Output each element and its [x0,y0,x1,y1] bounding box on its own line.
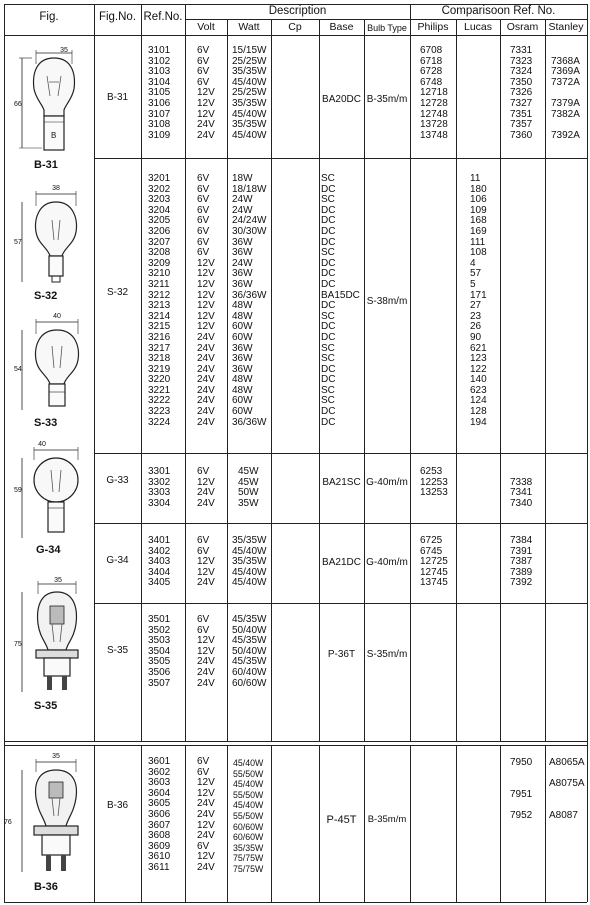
row-rule [94,158,587,159]
col-rule [319,19,320,741]
col-rule [94,745,95,902]
fig-no: S-32 [106,287,129,298]
col-rule [456,745,457,902]
col-rule [185,745,186,902]
col-rule [4,4,5,902]
base: BA21DC [322,557,361,568]
col-rule [545,745,546,902]
volt-list: 6V 6V 12V 12V 24V 24V 12V 24V 6V 12V 24V [197,756,215,873]
row-rule [4,741,587,742]
fig-no: G-34 [106,555,129,566]
watt-list: 45/40W 55/50W 45/40W 55/50W 45/40W 55/50W 60/60W 60/60W 35/35W 75/75W 75/75W [233,758,264,874]
watt-list: 45W 45W 50W 35W [238,466,259,509]
header-watt: Watt [238,21,260,33]
osram-list: 7384 7391 7387 7389 7392 [510,535,533,589]
s32-figure-label: S-32 [34,290,58,302]
philips-list: 6253 12253 13253 [420,466,448,499]
col-rule [227,745,228,902]
col-rule [227,19,228,741]
base-list: SC DC SC DC DC DC DC SC DC DC DC BA15DC DC SC DC DC SC SC DC DC SC SC DC DC [321,173,360,428]
volt-list: 6V 6V 12V 12V 24V [197,535,215,589]
bulb-type: G-40m/m [366,477,408,488]
bulb-b31-illustration [14,44,86,154]
g34-width-dim: 40 [38,441,46,448]
philips-list: 6725 6745 12725 12745 13745 [420,535,448,589]
fig-no: B-31 [106,92,129,103]
header-description: Description [268,5,327,17]
col-rule [500,19,501,741]
bulb-s33-illustration [14,318,86,418]
ref-no-list: 3101 3102 3103 3104 3105 3106 3107 3108 3109 [148,45,171,141]
osram-list: 7338 7341 7340 [510,476,533,509]
header-stanley: Stanley [548,21,584,33]
row-rule [4,35,587,36]
s33-figure-label: S-33 [34,417,58,429]
b31-height-dim: 66 [14,101,22,108]
s32-height-dim: 57 [14,239,22,246]
fig-no: G-33 [106,475,129,486]
s33-height-dim: 54 [14,366,22,373]
header-comparison: Comparisoon Ref. No. [441,5,556,17]
watt-list: 18W 18/18W 24W 24W 24/24W 30/30W 36W 36W 24W 36W 36W 36/36W 48W 48W 60W 60W 36W 36W 36W 48W 48W 60W 60W 36/36W [232,173,267,428]
col-rule [271,19,272,741]
b36-height-dim: 76 [4,819,12,826]
s35-width-dim: 35 [54,577,62,584]
header-cp: Cp [288,21,302,33]
g34-figure-label: G-34 [36,544,61,556]
base: BA20DC [322,94,361,105]
row-rule [94,523,587,524]
volt-list: 6V 6V 12V 12V 24V 24V 24V [197,614,215,689]
osram-list: 7950 7951 7952 [510,757,533,821]
col-rule [364,19,365,741]
bulb-g34-illustration [14,446,86,546]
row-rule [410,19,587,20]
s35-height-dim: 75 [14,641,22,648]
g34-height-dim: 59 [14,487,22,494]
col-rule [410,745,411,902]
philips-list: 6708 6718 6728 6748 12718 12728 12748 13728 13748 [420,45,448,141]
watt-list: 45/35W 50/40W 45/35W 50/40W 45/35W 60/40W 60/60W [232,614,267,689]
row-rule [4,745,587,746]
volt-list: 6V 6V 6V 6V 6V 6V 6V 6V 12V 12V 12V 12V 12V 12V 12V 24V 24V 24V 24V 24V 24V 24V 24V 24V [197,173,215,428]
row-rule [94,603,587,604]
b31-width-dim: 35 [60,47,68,54]
b31-figure-label: B-31 [34,159,58,171]
header-lucas: Lucas [463,21,493,33]
b36-figure-label: B-36 [34,881,58,893]
b36-width-dim: 35 [52,753,60,760]
col-rule [185,4,186,741]
header-fig-no: Fig.No. [98,11,137,23]
ref-no-list: 3201 3202 3203 3204 3205 3206 3207 3208 3209 3210 3211 3212 3213 3214 3215 3216 3217 3218 3219 3220 3221 3222 3223 3224 [148,173,171,428]
header-ref-no: Ref.No. [143,11,183,23]
col-rule [271,745,272,902]
s33-width-dim: 40 [53,313,61,320]
volt-list: 6V 6V 6V 6V 12V 12V 12V 24V 24V [197,45,215,141]
bulb-type: S-35m/m [366,649,408,660]
col-rule [545,19,546,741]
header-volt: Volt [197,21,215,33]
col-rule [94,4,95,741]
col-rule [141,745,142,902]
s35-figure-label: S-35 [34,700,58,712]
row-rule [185,19,410,20]
ref-no-list: 3501 3502 3503 3504 3505 3506 3507 [148,614,171,689]
row-rule [94,453,587,454]
lucas-list: 11 180 106 109 168 169 111 108 4 57 5 171 27 23 26 90 621 123 122 140 623 124 128 194 [470,173,487,428]
bulb-type: B-35m/m [366,94,408,105]
watt-list: 35/35W 45/40W 35/35W 45/40W 45/40W [232,535,267,589]
ref-no-list: 3401 3402 3403 3404 3405 [148,535,171,589]
row-rule [4,902,587,903]
base: P-45T [326,814,357,826]
bulb-s35-illustration [14,580,86,698]
col-rule [141,4,142,741]
stanley-list: A8065A A8075A A8087 [549,757,585,821]
header-bulb-type: Bulb Type [367,23,407,33]
header-philips: Philips [417,21,449,33]
ref-no-list: 3301 3302 3303 3304 [148,466,171,509]
ref-no-list: 3601 3602 3603 3604 3605 3606 3607 3608 3609 3610 3611 [148,756,171,873]
bulb-type: G-40m/m [366,557,408,568]
s32-width-dim: 38 [52,185,60,192]
col-rule [456,19,457,741]
base: BA21SC [322,477,361,488]
bulb-s32-illustration [14,190,86,290]
header-base: Base [329,21,354,33]
fig-no: B-36 [106,800,129,811]
bulb-b36-illustration [14,758,86,880]
b31-cap-letter: B [51,131,57,140]
col-rule [410,4,411,741]
bulb-type: B-35m/m [367,814,407,825]
stanley-list: 7368A 7369A 7372A 7379A 7382A 7392A [551,55,580,141]
fig-no: S-35 [106,645,129,656]
base: P-36T [327,649,356,660]
col-rule [587,4,588,902]
volt-list: 6V 12V 24V 24V [197,466,215,509]
osram-list: 7331 7323 7324 7350 7326 7327 7351 7357 7360 [510,45,533,141]
watt-list: 15/15W 25/25W 35/35W 45/40W 25/25W 35/35W 45/40W 35/35W 45/40W [232,45,267,141]
header-fig: Fig. [39,11,59,23]
header-osram: Osram [506,21,539,33]
bulb-type: S-38m/m [366,296,408,307]
col-rule [500,745,501,902]
